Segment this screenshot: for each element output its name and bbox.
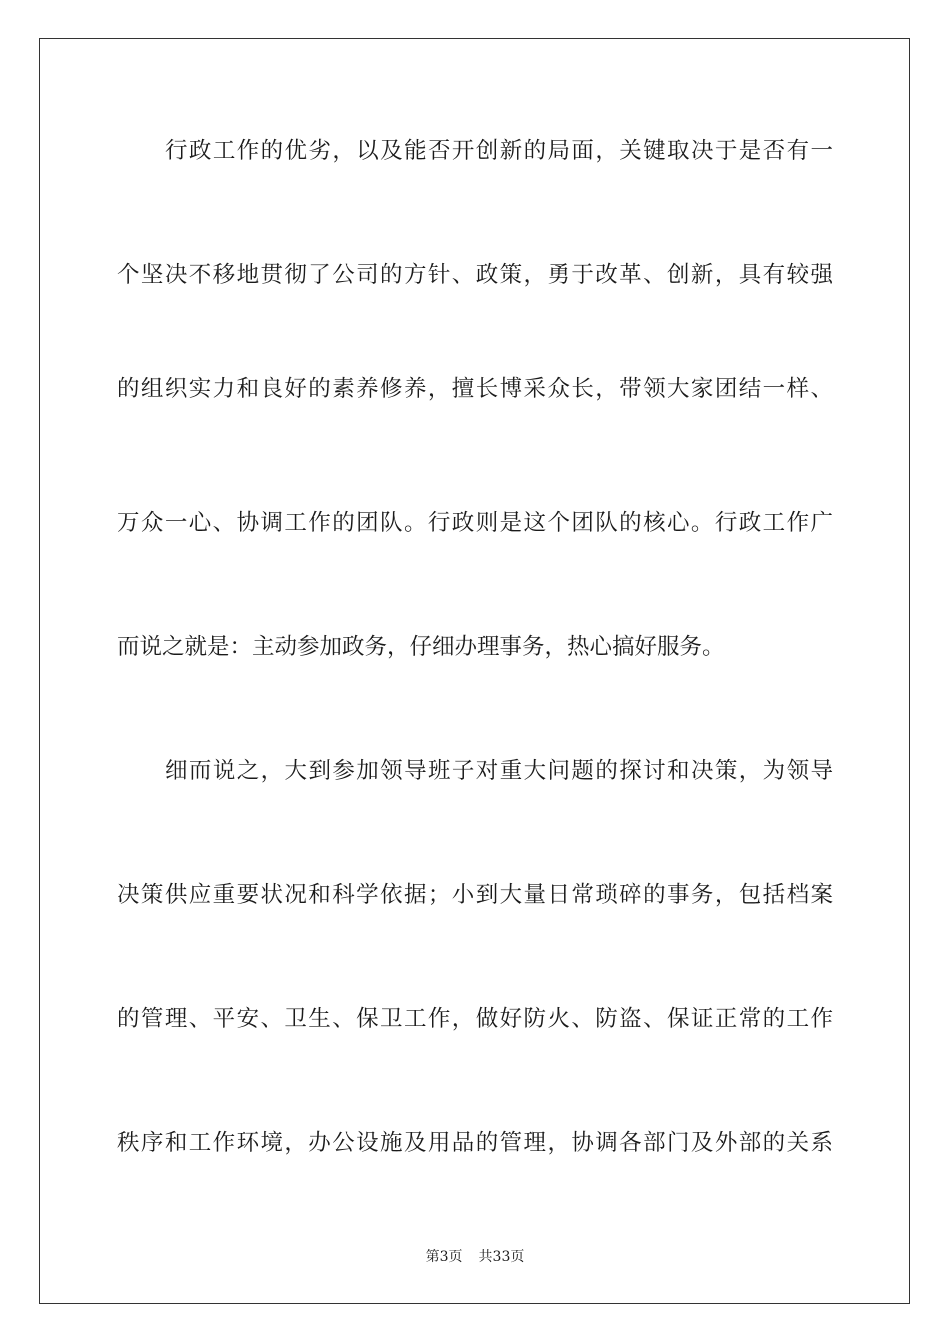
- paragraph-2-line-1: 细而说之，大到参加领导班子对重大问题的探讨和决策，为领导: [165, 758, 833, 784]
- paragraph-2-line-3: 的管理、平安、卫生、保卫工作，做好防火、防盗、保证正常的工作: [117, 1006, 833, 1032]
- paragraph-1-line-2: 个坚决不移地贯彻了公司的方针、政策，勇于改革、创新，具有较强: [117, 262, 833, 288]
- paragraph-1-line-4: 万众一心、协调工作的团队。行政则是这个团队的核心。行政工作广: [117, 510, 833, 536]
- page-footer: [0, 1247, 950, 1267]
- page-frame: [39, 38, 910, 1304]
- paragraph-1-line-3: 的组织实力和良好的素养修养，擅长博采众长，带领大家团结一样、: [117, 376, 833, 402]
- paragraph-1-line-1: 行政工作的优劣，以及能否开创新的局面，关键取决于是否有一: [165, 138, 833, 164]
- paragraph-1-line-5: 而说之就是：主动参加政务，仔细办理事务，热心搞好服务。: [117, 634, 725, 660]
- total-pages: 共33页: [478, 1249, 525, 1265]
- page-number: 第3页: [425, 1249, 463, 1265]
- paragraph-2-line-2: 决策供应重要状况和科学依据；小到大量日常琐碎的事务，包括档案: [117, 882, 833, 908]
- paragraph-2-line-4: 秩序和工作环境，办公设施及用品的管理，协调各部门及外部的关系: [117, 1130, 833, 1156]
